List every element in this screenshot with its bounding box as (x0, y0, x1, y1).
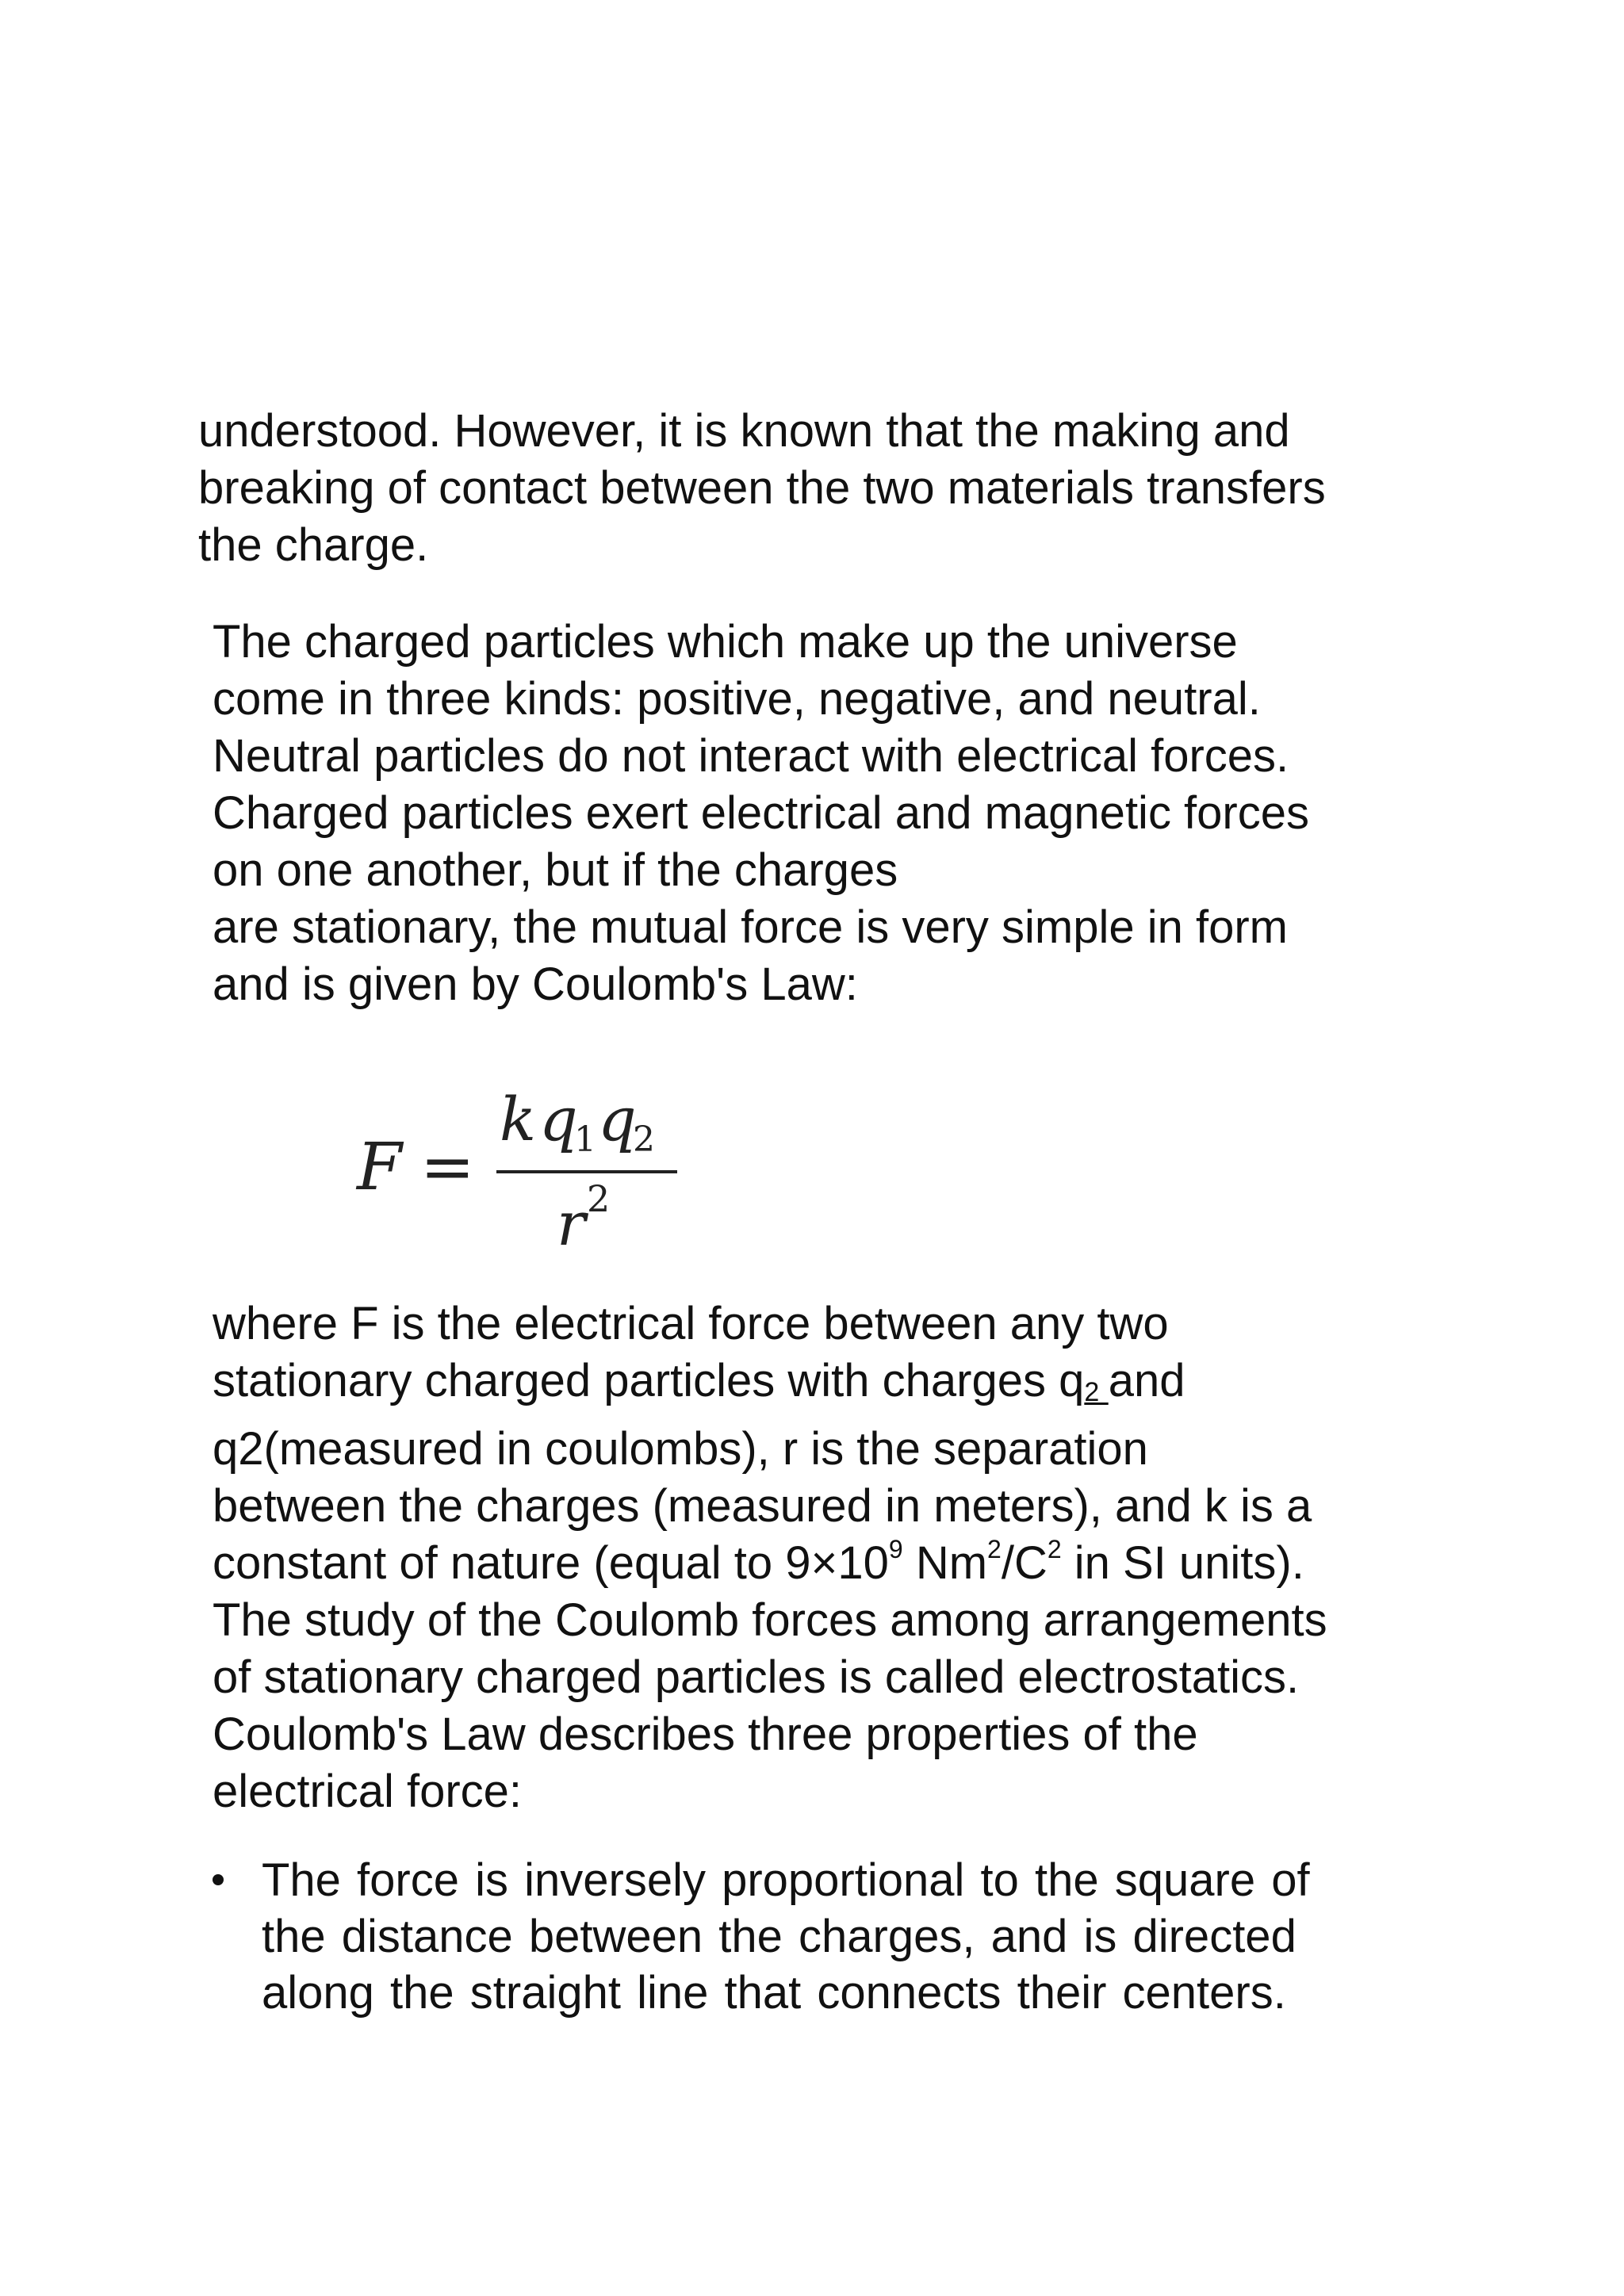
paragraph-intro-continuation (198, 403, 1326, 574)
text-line: come in three kinds: positive, negative, and neutral. (213, 673, 1261, 725)
text-line: understood. However, it is known that the making and (198, 405, 1290, 457)
formula-q1-sub: 1 (574, 1119, 596, 1160)
properties-bullet-list (213, 1852, 1310, 2021)
text-line: the distance between the charges, and is directed (262, 1911, 1297, 1962)
text-line: are stationary, the mutual force is very simple in form (213, 901, 1288, 953)
text-segment: constant of nature (equal to 9×10 (213, 1537, 889, 1589)
formula-q2-sub: 2 (633, 1119, 655, 1160)
superscript: 9 (888, 1535, 903, 1563)
text-segment: in SI units). (1061, 1537, 1304, 1589)
text-line: Charged particles exert electrical and magnetic forces (213, 787, 1309, 839)
formula-q2: q (598, 1084, 637, 1154)
formula-q1: q (539, 1084, 578, 1154)
text-line: on one another, but if the charges (213, 844, 898, 896)
text-line: The charged particles which make up the universe (213, 616, 1238, 668)
text-line: The force is inversely proportional to the square of (262, 1854, 1310, 1906)
text-line: electrical force: (213, 1766, 523, 1817)
text-line: between the charges (measured in meters), and k is a (213, 1480, 1312, 1532)
bullet-icon (213, 1874, 224, 1885)
text-line: along the straight line that connects their centers. (262, 1967, 1286, 2019)
text-line: Coulomb's Law describes three properties of the (213, 1709, 1198, 1760)
text-segment: and (1108, 1355, 1185, 1406)
formula-r: r (557, 1188, 586, 1259)
text-segment: stationary charged particles with charges q (213, 1355, 1085, 1406)
text-line: q2(measured in coulombs), r is the separation (213, 1423, 1148, 1475)
text-line (213, 1535, 1327, 1592)
formula-k: k (500, 1084, 537, 1154)
formula-r-exponent: 2 (587, 1177, 611, 1220)
text-line: of stationary charged particles is called electrostatics. (213, 1651, 1300, 1703)
text-line: the charge. (198, 519, 429, 571)
superscript: 2 (987, 1535, 1002, 1563)
text-line: where F is the electrical force between any two (213, 1298, 1169, 1349)
text-segment: Nm (902, 1537, 988, 1589)
text-line: The study of the Coulomb forces among arrangements (213, 1594, 1327, 1646)
list-item (213, 1852, 1310, 2021)
text-line: Neutral particles do not interact with electrical forces. (213, 730, 1289, 782)
text-line (213, 1353, 1327, 1421)
formula-equals: = (420, 1130, 475, 1205)
superscript: 2 (1047, 1535, 1062, 1563)
paragraph-explanation (213, 1295, 1327, 1820)
text-line: breaking of contact between the two materials transfers (198, 462, 1326, 514)
text-segment: /C (1001, 1537, 1048, 1589)
subscript: 2 (1084, 1377, 1109, 1407)
paragraph-charged-particles (213, 614, 1309, 1013)
formula-lhs: F (357, 1130, 402, 1205)
text-line: and is given by Coulomb's Law: (213, 959, 858, 1010)
coulombs-law-formula (349, 1078, 714, 1269)
